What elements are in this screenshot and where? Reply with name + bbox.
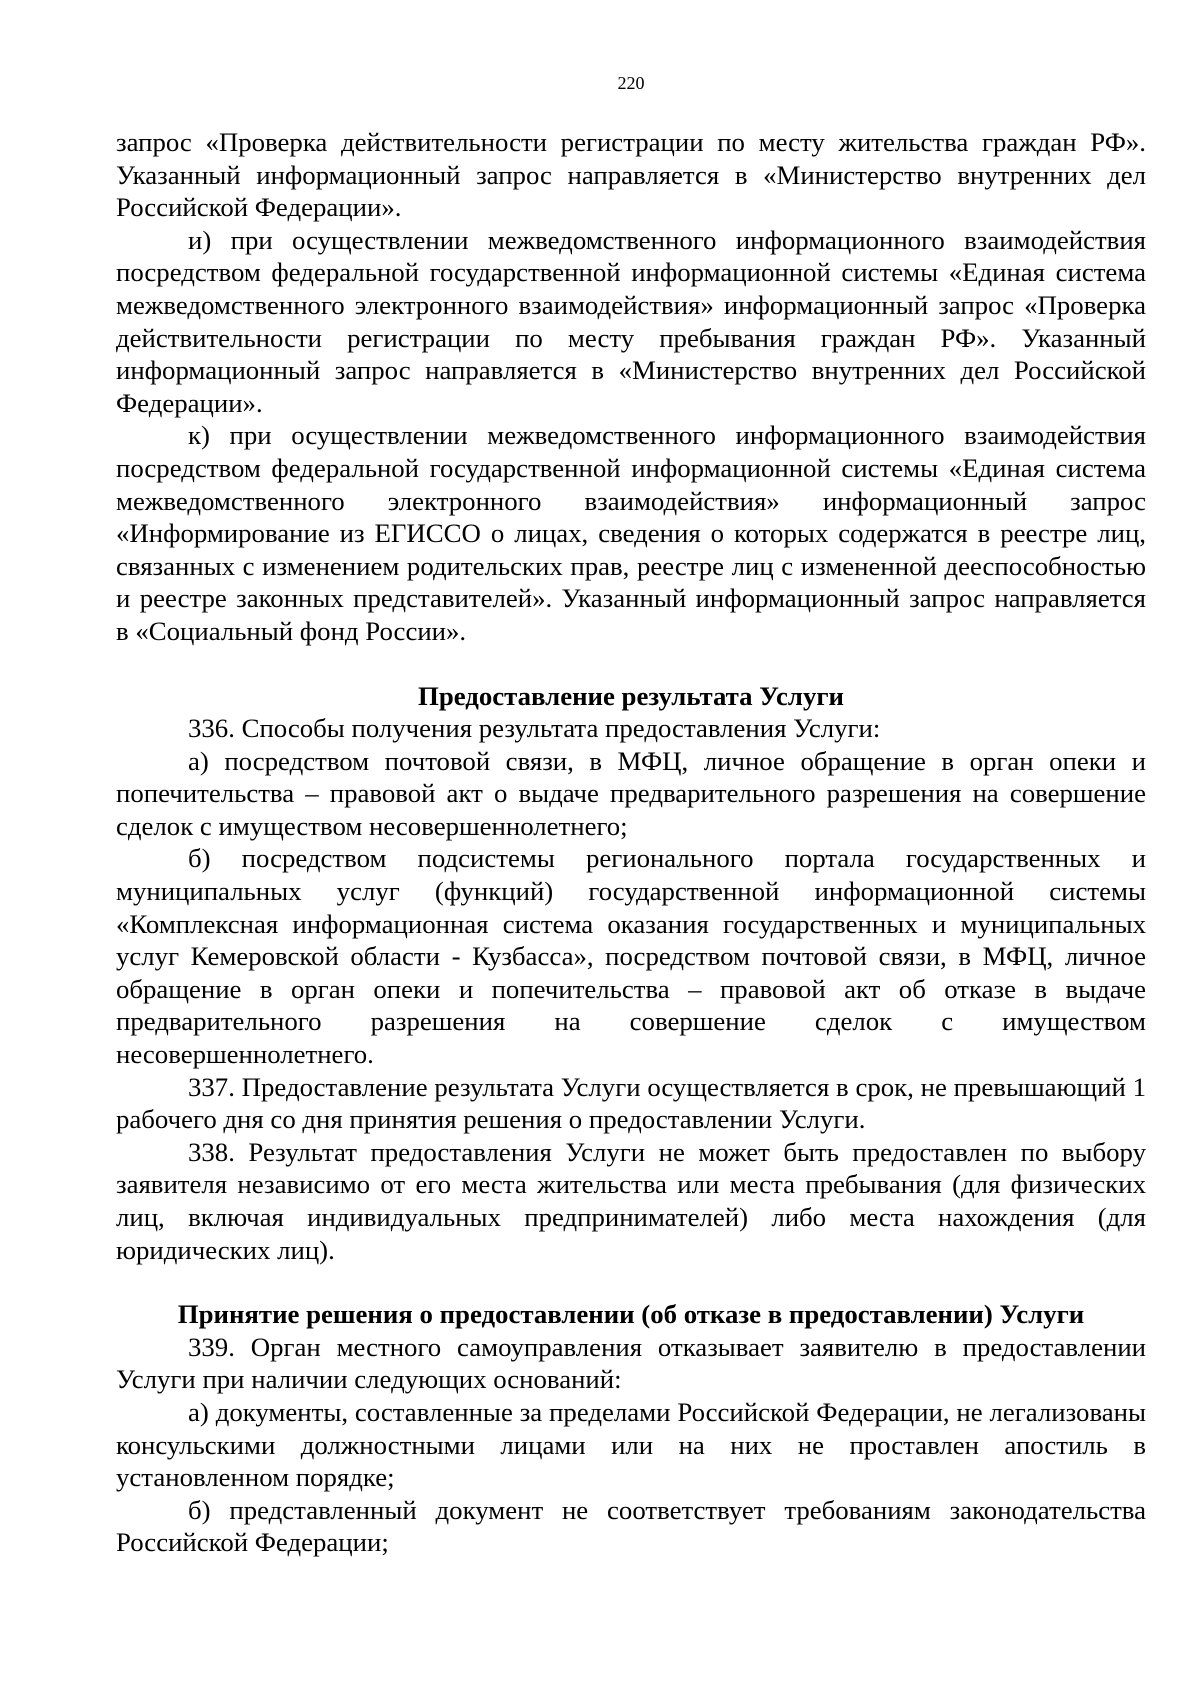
paragraph-continuation: запрос «Проверка действительности регистрации по месту жительства граждан РФ». Указанный информационный запрос направляется в «Министерство внутренних дел Российской Федерации». <box>116 127 1146 223</box>
paragraph-338: 338. Результат предоставления Услуги не может быть предоставлен по выбору заявителя независимо от его места жительства или места пребывания (для физических лиц, включая индивидуальных предпринимателей) либо места нахождения (для юридических лиц). <box>116 1136 1146 1265</box>
section-heading-result-provision: Предоставление результата Услуги <box>418 680 844 711</box>
section-heading-decision: Принятие решения о предоставлении (об отказе в предоставлении) Услуги <box>177 1299 1085 1330</box>
paragraph-item-k: к) при осуществлении межведомственного информационного взаимодействия посредством федеральной государственной информационной системы «Единая система межведомственного электронного взаимодействия» информационный запрос «Информирование из ЕГИССО о лицах, сведения о которых содержатся в реестре лиц, связанных с изменением родительских прав, реестре лиц с измененной дееспособностью и реестре законных представителей». Указанный информационный запрос направляется в «Социальный фонд России». <box>116 420 1146 646</box>
paragraph-336: 336. Способы получения результата предоставления Услуги: <box>188 713 881 744</box>
paragraph-339: 339. Орган местного самоуправления отказывает заявителю в предоставлении Услуги при наличии следующих оснований: <box>116 1331 1146 1395</box>
page-number: 220 <box>617 73 645 93</box>
document-body <box>116 126 1146 1559</box>
paragraph-item-i: и) при осуществлении межведомственного информационного взаимодействия посредством федеральной государственной информационной системы «Единая система межведомственного электронного взаимодействия» информационный запрос «Проверка действительности регистрации по месту пребывания граждан РФ». Указанный информационный запрос направляется в «Министерство внутренних дел Российской Федерации». <box>116 224 1146 418</box>
paragraph-336-b: б) посредством подсистемы регионального портала государственных и муниципальных услуг (функций) государственной информационной системы «Комплексная информационная система оказания государственных и муниципальных услуг Кемеровской области - Кузбасса», посредством почтовой связи, в МФЦ, личное обращение в орган опеки и попечительства – правовой акт об отказе в выдаче предварительного разрешения на совершение сделок с имуществом несовершеннолетнего. <box>116 843 1146 1070</box>
paragraph-339-a: а) документы, составленные за пределами Российской Федерации, не легализованы консульскими должностными лицами или на них не проставлен апостиль в установленном порядке; <box>116 1396 1146 1493</box>
paragraph-336-a: а) посредством почтовой связи, в МФЦ, личное обращение в орган опеки и попечительства – правовой акт о выдаче предварительного разрешения на совершение сделок с имуществом несовершеннолетнего; <box>116 745 1146 841</box>
paragraph-337: 337. Предоставление результата Услуги осуществляется в срок, не превышающий 1 рабочего дня со дня принятия решения о предоставлении Услуги. <box>116 1071 1146 1135</box>
paragraph-339-b: б) представленный документ не соответствует требованиям законодательства Российской Федерации; <box>116 1494 1146 1558</box>
